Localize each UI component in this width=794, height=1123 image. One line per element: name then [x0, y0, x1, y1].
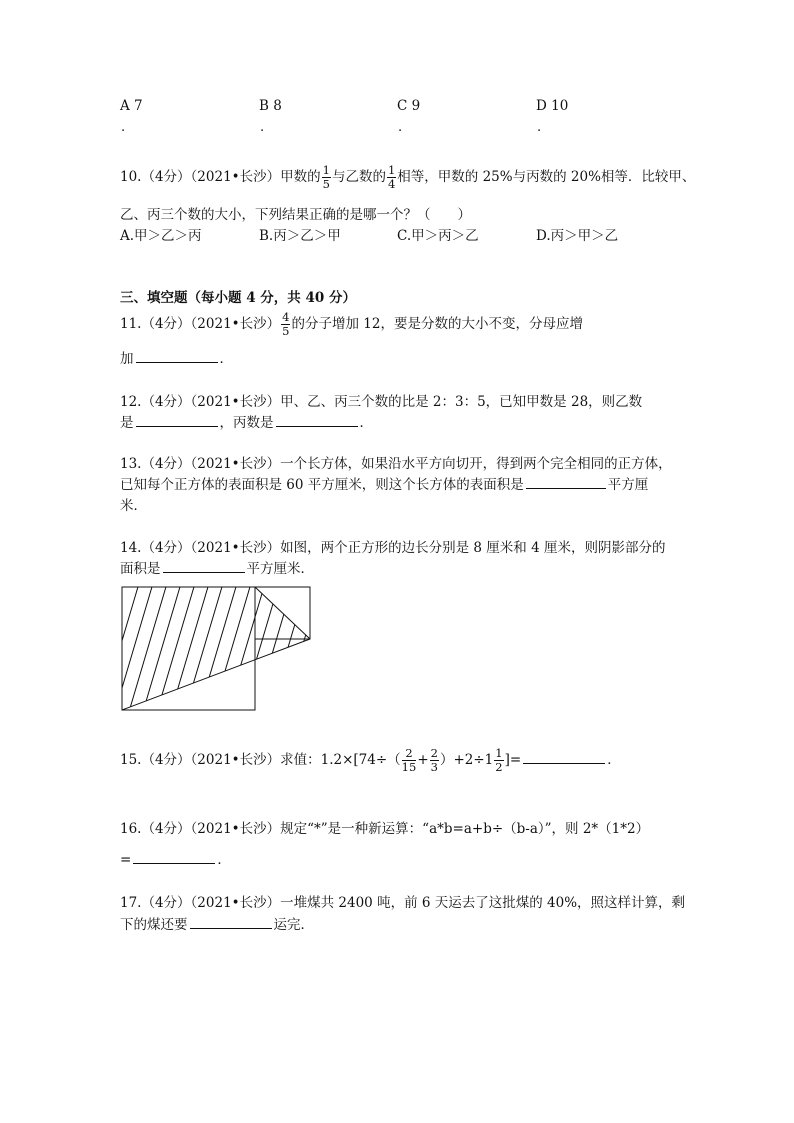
q10-option-a: A.甲＞乙＞丙 — [120, 228, 202, 244]
q15-mid: ）+2÷1 — [439, 752, 494, 768]
q15-fraction-1 — [401, 745, 417, 774]
q11-frac-numerator: 4 — [282, 309, 290, 324]
q12-line2-c: ． — [359, 415, 373, 431]
q14-squares-figure — [120, 585, 315, 715]
q10-frac1-denominator: 5 — [322, 177, 330, 191]
q11-fraction — [281, 309, 290, 338]
q13-line2-a: 已知每个正方体的表面积是 60 平方厘米，则这个长方体的表面积是 — [120, 477, 524, 493]
question-13-line1: 13.（4分）（2021•长沙）一个长方体，如果沿水平方向切开，得到两个完全相同的正方体， — [120, 456, 672, 472]
q16-answer-blank[interactable] — [133, 850, 215, 864]
q16-line2-a: = — [120, 852, 132, 868]
question-10-line2: 乙、丙三个数的大小，下列结果正确的是哪一个？（ ） — [120, 207, 471, 223]
q9-option-d-dot: . — [537, 120, 542, 135]
q12-answer-blank-2[interactable] — [276, 413, 358, 427]
question-14-line1: 14.（4分）（2021•长沙）如图，两个正方形的边长分别是 8 厘米和 4 厘米，则阴影部分的 — [120, 540, 666, 556]
q10-fraction-2 — [387, 162, 396, 191]
q12-line2-a: 是 — [120, 415, 134, 431]
q13-line2-b: 平方厘 — [607, 477, 649, 493]
q11-answer-blank[interactable] — [136, 349, 218, 363]
q10-frac1-numerator: 1 — [322, 162, 330, 177]
q11-line2-start: 加 — [120, 351, 134, 367]
q15-end: ． — [607, 752, 621, 768]
question-15-line — [120, 742, 621, 778]
question-11-line1 — [120, 309, 583, 339]
q15-frac1-denominator: 15 — [401, 760, 417, 774]
q10-option-b: B.丙＞乙＞甲 — [259, 228, 341, 244]
question-17-line1: 17.（4分）（2021•长沙）一堆煤共 2400 吨，前 6 天运去了这批煤的 40%，照这样计算，剩 — [120, 895, 686, 911]
q16-line2-b: ． — [217, 852, 231, 868]
q11-line2-end: ． — [219, 351, 233, 367]
q15-frac3-denominator: 2 — [495, 760, 503, 774]
q11-frac-denominator: 5 — [282, 324, 290, 338]
q14-line2-a: 面积是 — [120, 561, 161, 577]
q9-option-c-dot: . — [398, 120, 403, 135]
q14-line2-b: 平方厘米． — [246, 561, 314, 577]
q9-option-d: D 10 — [536, 98, 569, 114]
q9-option-b: B 8 — [259, 98, 282, 114]
q10-frac2-denominator: 4 — [387, 177, 396, 191]
question-16-line1: 16.（4分）（2021•长沙）规定“*”是一种新运算：“a*b=a+b÷（b-a）”，则 2*（1*2） — [120, 821, 650, 837]
question-11-line2 — [120, 347, 233, 367]
q15-prefix: 15.（4分）（2021•长沙）求值：1.2×[74÷（ — [120, 752, 401, 768]
q15-fraction-3 — [494, 745, 503, 774]
q15-answer-blank[interactable] — [523, 750, 605, 764]
q10-mid: 与乙数的 — [331, 169, 386, 185]
question-13-line2 — [120, 473, 648, 493]
question-14-line2 — [120, 557, 314, 577]
q10-fraction-1 — [322, 162, 331, 191]
q15-frac2-denominator: 3 — [430, 760, 438, 774]
question-12-line1: 12.（4分）（2021•长沙）甲、乙、丙三个数的比是 2：3：5，已知甲数是 28，则乙数 — [120, 394, 643, 410]
q9-option-c: C 9 — [397, 98, 421, 114]
question-12-line2 — [120, 411, 373, 431]
q17-line2-a: 下的煤还要 — [120, 917, 188, 933]
q12-line2-b: ，丙数是 — [219, 415, 274, 431]
q15-fraction-2 — [430, 745, 439, 774]
q17-answer-blank[interactable] — [190, 915, 272, 929]
q15-equals: ]= — [504, 752, 522, 768]
section-3-title: 三、填空题（每小题 4 分，共 40 分） — [120, 290, 356, 306]
question-17-line2 — [120, 913, 314, 933]
q9-option-a-dot: . — [121, 120, 126, 135]
q14-answer-blank[interactable] — [163, 559, 245, 573]
q10-option-d: D.丙＞甲＞乙 — [536, 228, 619, 244]
q15-frac1-numerator: 2 — [402, 748, 417, 762]
q15-frac2-numerator: 2 — [430, 745, 438, 760]
q13-answer-blank[interactable] — [526, 475, 606, 489]
q15-frac3-numerator: 1 — [495, 745, 503, 760]
q10-frac2-numerator: 1 — [387, 162, 396, 177]
question-10-line1 — [120, 162, 695, 192]
question-16-line2 — [120, 848, 231, 868]
q17-line2-b: 运完． — [273, 917, 314, 933]
q11-rest: 的分子增加 12，要是分数的大小不变，分母应增 — [291, 316, 583, 332]
q10-prefix: 10.（4分）（2021•长沙）甲数的 — [120, 169, 321, 185]
q15-plus: + — [417, 752, 429, 768]
question-13-line3: 米． — [120, 498, 147, 514]
q9-option-b-dot: . — [260, 120, 265, 135]
q12-answer-blank-1[interactable] — [136, 413, 218, 427]
q10-rest: 相等，甲数的 25%与丙数的 20%相等．比较甲、 — [397, 169, 696, 185]
q11-prefix: 11.（4分）（2021•长沙） — [120, 316, 281, 332]
q10-option-c: C.甲＞丙＞乙 — [397, 228, 479, 244]
q9-option-a: A 7 — [120, 98, 143, 114]
